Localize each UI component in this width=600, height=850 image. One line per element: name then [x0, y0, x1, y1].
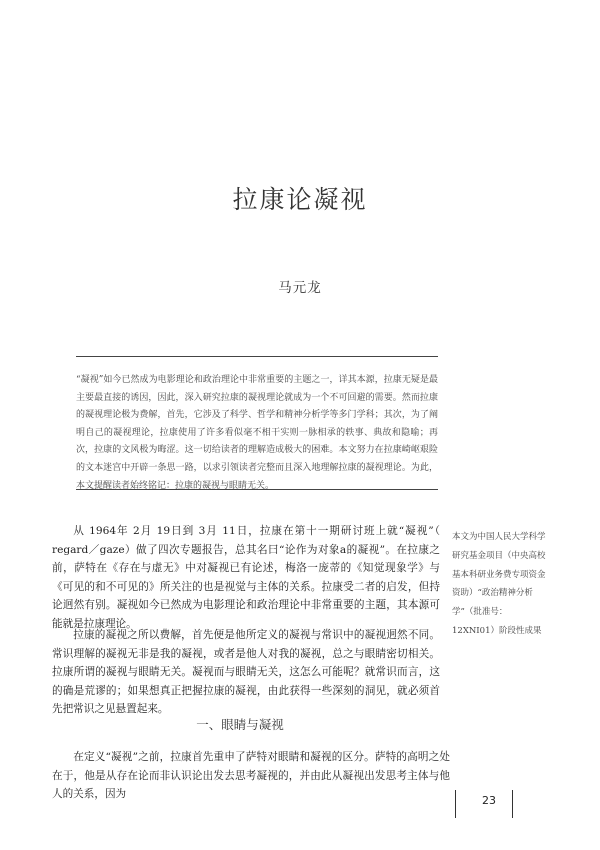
abstract-top-rule [76, 356, 438, 357]
body-paragraph: 在定义“凝视”之前，拉康首先重申了萨特对眼睛和凝视的区分。萨特的高明之处在于，他是从存在论而非认识论出发去思考凝视的，并由此从凝视出发思考主体与他人的关系，因为 [52, 751, 450, 800]
abstract-text: “凝视”如今已然成为电影理论和政治理论中非常重要的主题之一，详其本源，拉康无疑是最主要最直接的诱因，因此，深入研究拉康的凝视理论就成为一个不可回避的需要。然而拉康的凝视理论极为费解，首先，它涉及了科学、哲学和精神分析学等多门学科；其次，为了阐明自己的凝视理论，拉康使用了许多看似毫不相干实则一脉相承的轶事、典故和隐喻；再次，拉康的文风极为晦涩。这一切给读者的理解造成极大的困难。本文努力在拉康崎岖艰险的文本迷宫中开辟一条思一路，以求引领读者完整而且深入地理解拉康的凝视理论。为此，本文提醒读者始终铭记：拉康的凝视与眼睛无关。 [76, 375, 438, 491]
page-number: 23 [482, 794, 496, 807]
page-number-right-bar [512, 790, 513, 818]
body-paragraph: 从 1964年 2月 19日到 3月 11日，拉康在第十一期研讨班上就“凝视”（ regard／gaze）做了四次专题报告，总其名曰“论作为对象a的凝视”。在拉康之前，萨特在《存在与虚无》中对凝视已有论述，梅洛一庞蒂的《知觉现象学》与《可见的和不可见的》所关注的也是视觉与主体的关系。拉康受二者的启发，但持论迥然有别。凝视如今已然成为电影理论和政治理论中非常重要的主题，其本源可能就是拉康理论。 [52, 525, 440, 630]
body-paragraph: 拉康的凝视之所以费解，首先便是他所定义的凝视与常识中的凝视迥然不同。常识理解的凝视无非是我的凝视，或者是他人对我的凝视，总之与眼睛密切相关。拉康所谓的凝视与眼睛无关。凝视而与眼睛无关，这怎么可能呢？就常识而言，这的确是荒谬的；如果想真正把握拉康的凝视，由此获得一些深刻的洞见，就必须首先把常识之见悬置起来。 [52, 629, 440, 715]
page-number-left-bar [455, 790, 456, 818]
section-heading: 一、眼睛与凝视 [196, 717, 284, 732]
funding-sidenote: 本文为中国人民大学科学研究基金项目（中央高校基本科研业务费专项资金资助）“政治精神分析学”（批准号：12XNI01）阶段性成果 [452, 532, 546, 636]
author-name: 马元龙 [278, 280, 322, 296]
article-title: 拉康论凝视 [232, 185, 368, 214]
abstract-bottom-rule [76, 489, 438, 490]
